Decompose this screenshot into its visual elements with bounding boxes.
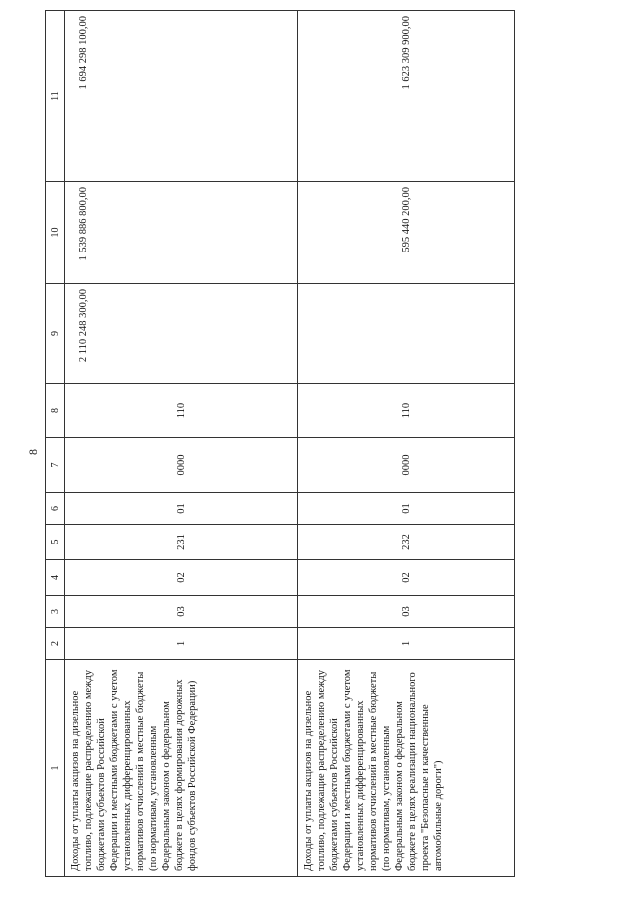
code-cell: 01: [298, 493, 515, 525]
revenue-description: Доходы от уплаты акцизов на дизельное топливо, подлежащие распределению между бюджетами субъектов Российской Федерации и местными бюджетами с учетом установленных дифференцированных нормативов отчислений в местные бюджеты (по нормативам, установленным Федеральным законом о федеральном бюджете в целях формирования дорожных фондов субъектов Российской Федерации): [65, 660, 298, 877]
amount-cell: 1 694 298 100,00: [65, 11, 298, 182]
code-cell: 232: [298, 525, 515, 560]
amount-cell: 1 539 886 800,00: [65, 182, 298, 284]
code-cell: 110: [65, 384, 298, 438]
amount-cell: 2 110 248 300,00: [65, 284, 298, 384]
budget-revenue-table: [45, 10, 515, 877]
table-header-row: [46, 11, 65, 877]
code-cell: 03: [65, 596, 298, 628]
code-cell: 231: [65, 525, 298, 560]
column-header: 6: [46, 493, 65, 525]
amount-cell: 1 623 309 900,00: [298, 11, 515, 182]
column-header: 11: [46, 11, 65, 182]
column-header: 8: [46, 384, 65, 438]
code-cell: 0000: [298, 438, 515, 493]
page-number: 8: [26, 449, 40, 455]
amount-cell: 595 440 200,00: [298, 182, 515, 284]
column-header: 9: [46, 284, 65, 384]
code-cell: 0000: [65, 438, 298, 493]
code-cell: 02: [65, 560, 298, 596]
amount-cell: [298, 284, 515, 384]
column-header: 2: [46, 628, 65, 660]
column-header: 3: [46, 596, 65, 628]
revenue-description: Доходы от уплаты акцизов на дизельное топливо, подлежащие распределению между бюджетами субъектов Российской Федерации и местными бюджетами с учетом установленных дифференцированных нормативов отчислений в местные бюджеты (по нормативам, установленным Федеральным законом о федеральном бюджете в целях реализации национального проекта "Безопасные и качественные автомобильные дороги"): [298, 660, 515, 877]
column-header: 1: [46, 660, 65, 877]
code-cell: 1: [298, 628, 515, 660]
code-cell: 01: [65, 493, 298, 525]
code-cell: 03: [298, 596, 515, 628]
column-header: 10: [46, 182, 65, 284]
column-header: 4: [46, 560, 65, 596]
code-cell: 02: [298, 560, 515, 596]
code-cell: 1: [65, 628, 298, 660]
column-header: 5: [46, 525, 65, 560]
table-row: [298, 11, 515, 877]
code-cell: 110: [298, 384, 515, 438]
column-header: 7: [46, 438, 65, 493]
table-row: [65, 11, 298, 877]
